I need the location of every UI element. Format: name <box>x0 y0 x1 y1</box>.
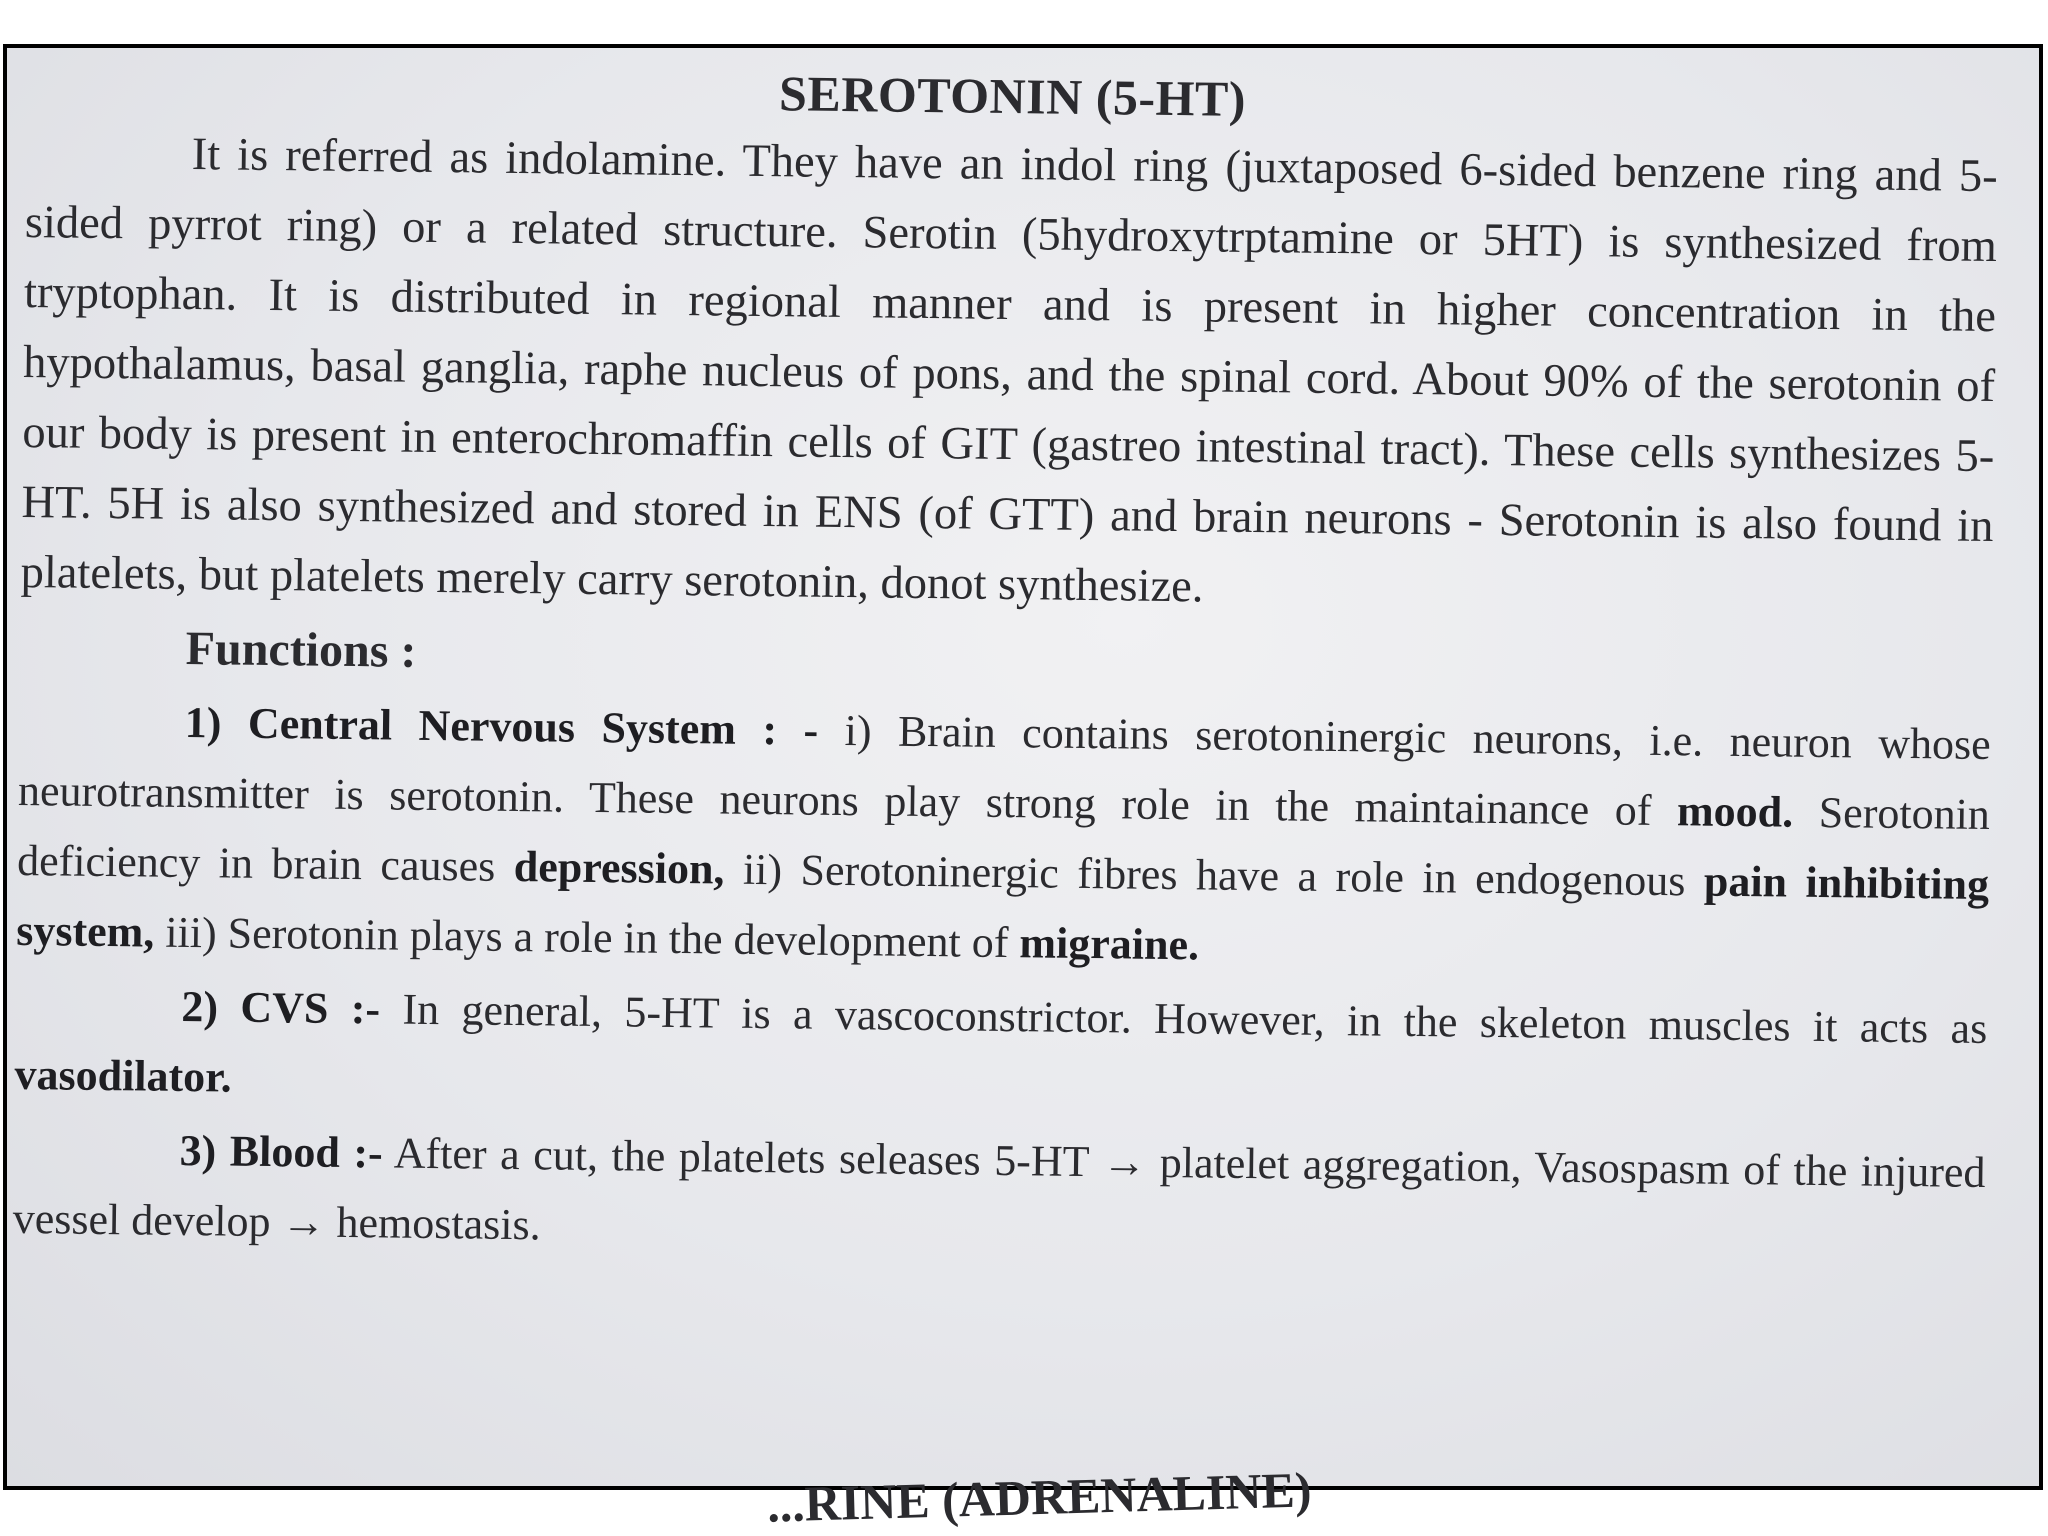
blood-paragraph <box>12 1114 1986 1278</box>
cvs-label: 2) CVS :- <box>181 981 381 1034</box>
next-section-title-partial: ...RINE (ADRENALINE) <box>766 1461 1313 1533</box>
cns-paragraph <box>16 686 1991 990</box>
page-title: SEROTONIN (5-HT) <box>778 65 1247 127</box>
cns-text-1: i) Brain contains serotoninergic neurons, i.e. neuron whose neurotransmitter is serotonin. These neurons play strong role in the maintainance of <box>17 705 1992 836</box>
cns-label: 1) Central Nervous System : - <box>184 697 819 755</box>
blood-label: 3) Blood :- <box>179 1125 383 1178</box>
document-page <box>12 54 1999 1278</box>
cns-text-4: iii) Serotonin plays a role in the development of <box>154 907 1020 968</box>
cvs-paragraph <box>14 970 1988 1134</box>
cns-text-3: ii) Serotoninergic fibres have a role in endogenous <box>724 844 1705 906</box>
cvs-bold-vasodilator: vasodilator. <box>14 1049 233 1102</box>
cns-bold-pain: pain inhibiting system, <box>15 856 1990 957</box>
cns-bold-migraine: migraine. <box>1019 918 1200 970</box>
cvs-text-1: In general, 5-HT is a vascoconstrictor. However, in the skeleton muscles it acts as <box>379 984 1988 1054</box>
cns-bold-mood: mood. <box>1676 786 1794 837</box>
cns-text-2: Serotonin deficiency in brain causes <box>16 787 1991 892</box>
document-photo <box>3 44 2043 1533</box>
intro-paragraph: It is referred as indolamine. They have an indol ring (juxtaposed 6-sided benzene ring and 5-sided pyrrot ring) or a related structure. Serotin (5hydroxytrptamine or 5HT) is synthesized from tryptophan. It is distributed in regional manner and is present in higher concentration in the hypothalamus, basal ganglia, raphe nucleus of pons, and the spinal cord. About 90% of the serotonin of our body is present in enterochromaffin cells of GIT (gastreo intestinal tract). These cells synthesizes 5-HT. 5H is also synthesized and stored in ENS (of GTT) and brain neurons - Serotonin is also found in platelets, but platelets merely carry serotonin, donot synthesize. <box>20 129 1998 613</box>
functions-heading: Functions : <box>185 621 417 678</box>
cns-bold-depression: depression, <box>513 842 725 894</box>
blood-text-1: After a cut, the platelets seleases 5-HT → platelet aggregation, Vasospasm of the injured vessel develop → hemostasis. <box>12 1128 1986 1250</box>
